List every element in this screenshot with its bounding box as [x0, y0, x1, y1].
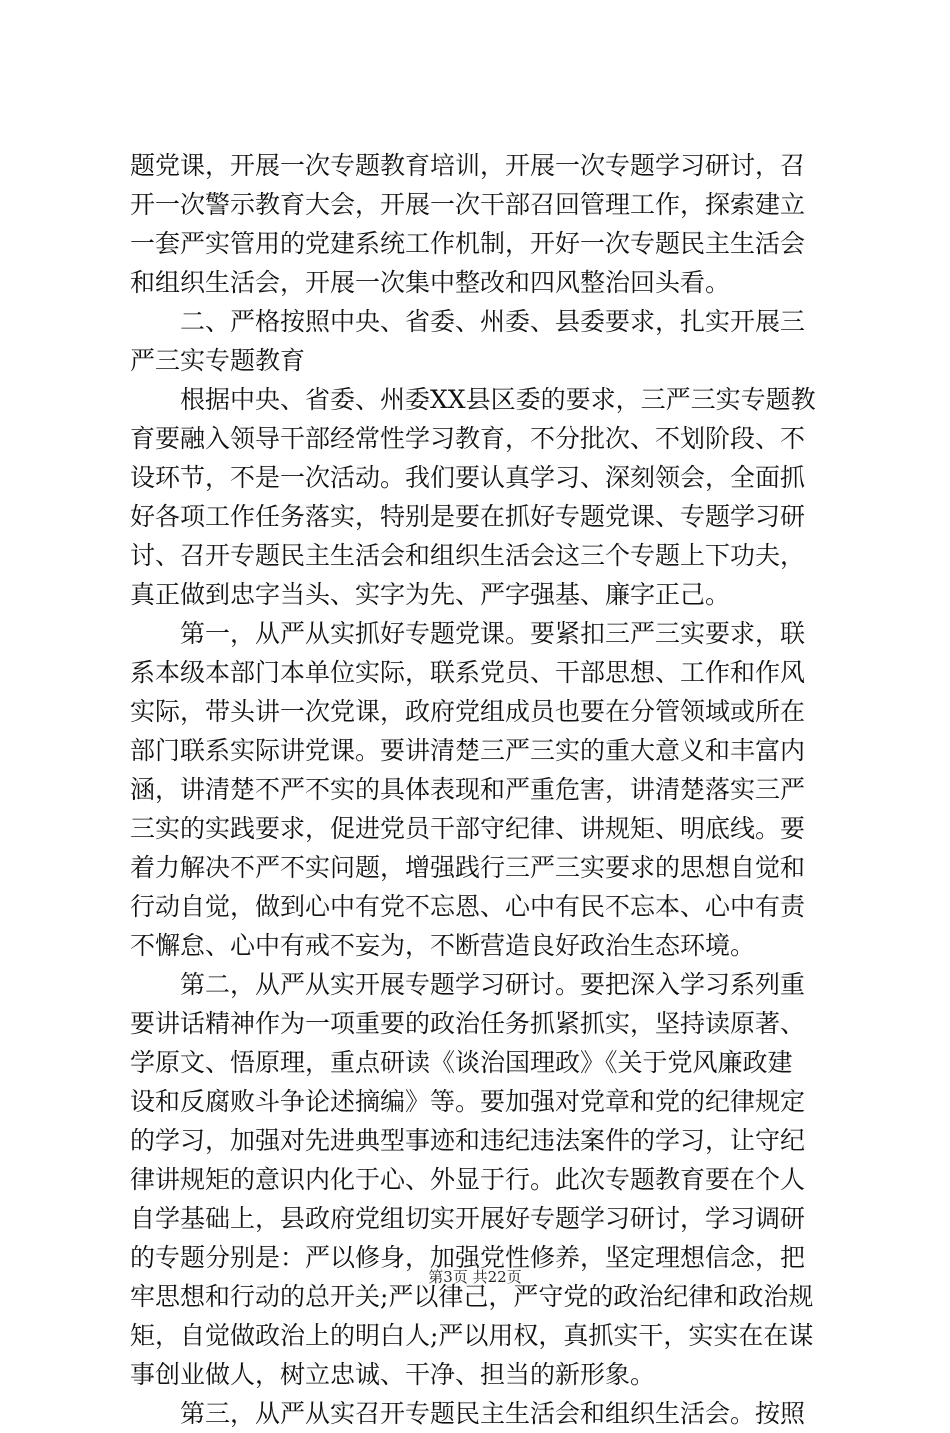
text-line: 第一，从严从实抓好专题党课。要紧扣三严三实要求，联: [130, 619, 806, 648]
text-line: 开一次警示教育大会，开展一次干部召回管理工作，探索建立: [130, 190, 806, 219]
text-line: 育要融入领导干部经常性学习教育，不分批次、不划阶段、不: [130, 424, 806, 453]
text-line: 三实的实践要求，促进党员干部守纪律、讲规矩、明底线。要: [130, 814, 806, 843]
text-line: 和组织生活会，开展一次集中整改和四风整治回头看。: [130, 268, 731, 297]
text-line: 真正做到忠字当头、实字为先、严字强基、廉字正己。: [130, 580, 731, 609]
text-line: 题党课，开展一次专题教育培训，开展一次专题学习研讨，召: [130, 151, 806, 180]
text-line: 第三，从严从实召开专题民主生活会和组织生活会。按照: [130, 1399, 806, 1428]
text-line: 设和反腐败斗争论述摘编》等。要加强对党章和党的纪律规定: [130, 1087, 806, 1116]
text-line: 严三实专题教育: [130, 346, 306, 375]
text-line: 自学基础上，县政府党组切实开展好专题学习研讨，学习调研: [130, 1204, 806, 1233]
text-line: 要讲话精神作为一项重要的政治任务抓紧抓实，坚持读原著、: [130, 1009, 806, 1038]
text-line: 行动自觉，做到心中有党不忘恩、心中有民不忘本、心中有责: [130, 892, 806, 921]
document-body: [130, 146, 842, 1433]
page-footer: 第3页 共22页: [428, 1268, 522, 1286]
text-line: 牢思想和行动的总开关;严以律己，严守党的政治纪律和政治规: [130, 1282, 814, 1311]
text-line: 好各项工作任务落实，特别是要在抓好专题党课、专题学习研: [130, 502, 806, 531]
text-line: 二、严格按照中央、省委、州委、县委要求，扎实开展三: [130, 307, 806, 336]
text-line: 不懈怠、心中有戒不妄为，不断营造良好政治生态环境。: [130, 931, 756, 960]
text-line: 根据中央、省委、州委XX县区委的要求，三严三实专题教: [130, 385, 816, 414]
text-line: 事创业做人，树立忠诚、干净、担当的新形象。: [130, 1360, 656, 1389]
text-line: 着力解决不严不实问题，增强践行三严三实要求的思想自觉和: [130, 853, 806, 882]
text-line: 矩，自觉做政治上的明白人;严以用权，真抓实干，实实在在谋: [130, 1321, 814, 1350]
text-line: 一套严实管用的党建系统工作机制，开好一次专题民主生活会: [130, 229, 806, 258]
text-line: 学原文、悟原理，重点研读《谈治国理政》《关于党风廉政建: [130, 1048, 793, 1077]
text-line: 的专题分别是：严以修身，加强党性修养，坚定理想信念，把: [130, 1243, 806, 1272]
text-line: 设环节，不是一次活动。我们要认真学习、深刻领会，全面抓: [130, 463, 806, 492]
text-line: 律讲规矩的意识内化于心、外显于行。此次专题教育要在个人: [130, 1165, 806, 1194]
text-line: 的学习，加强对先进典型事迹和违纪违法案件的学习，让守纪: [130, 1126, 806, 1155]
text-line: 讨、召开专题民主生活会和组织生活会这三个专题上下功夫，: [130, 541, 806, 570]
text-line: 涵，讲清楚不严不实的具体表现和严重危害，讲清楚落实三严: [130, 775, 806, 804]
text-line: 系本级本部门本单位实际，联系党员、干部思想、工作和作风: [130, 658, 806, 687]
text-line: 第二，从严从实开展专题学习研讨。要把深入学习系列重: [130, 970, 806, 999]
text-line: 实际，带头讲一次党课，政府党组成员也要在分管领域或所在: [130, 697, 806, 726]
text-line: 部门联系实际讲党课。要讲清楚三严三实的重大意义和丰富内: [130, 736, 806, 765]
